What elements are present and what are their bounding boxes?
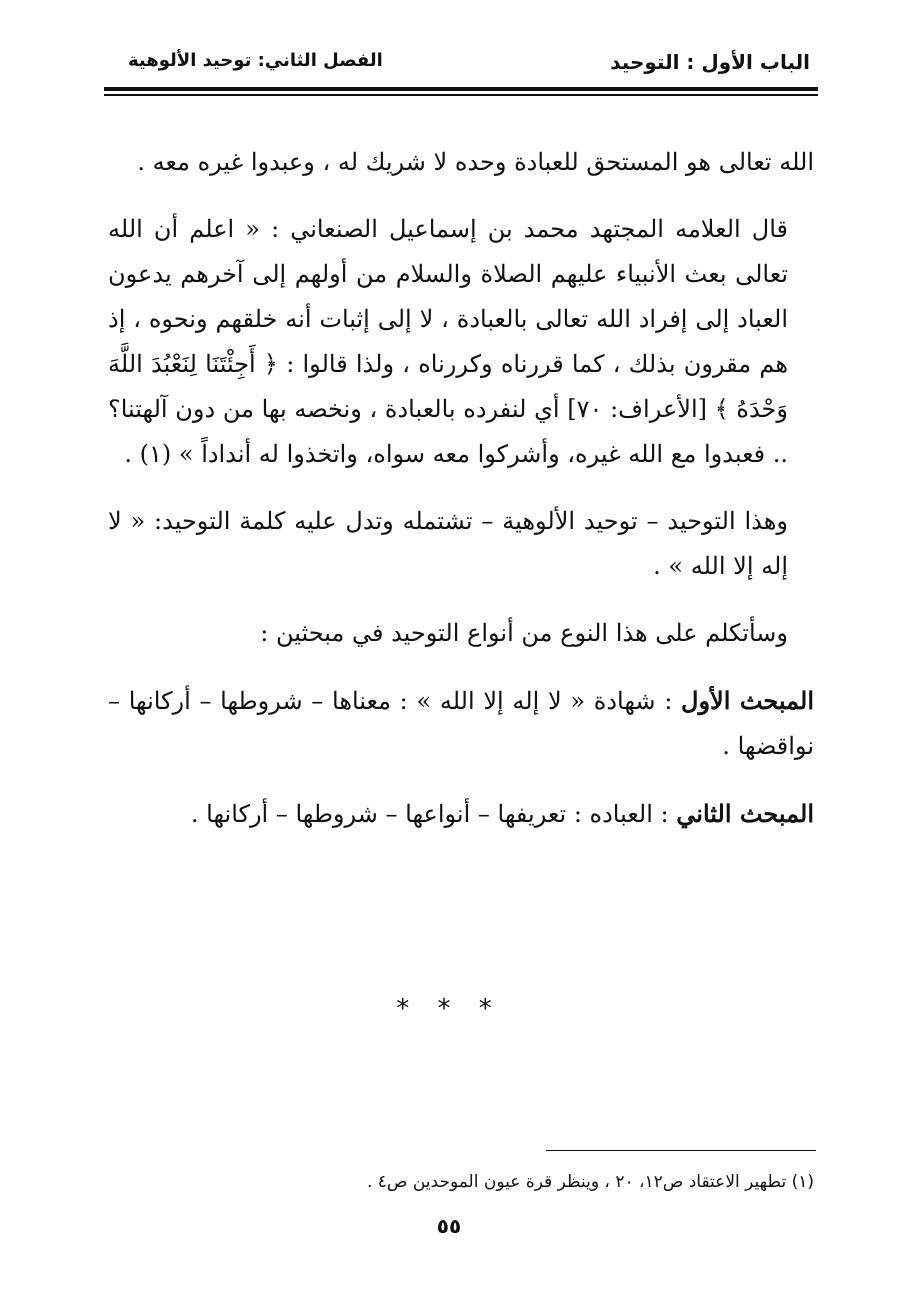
first-topic-label: المبحث الأول (681, 686, 814, 715)
header-rule-thick (104, 87, 818, 91)
section-separator: * * * (396, 994, 502, 1024)
paragraph-quote: قال العلامه المجتهد محمد بن إسماعيل الصنعاني : « اعلم أن الله تعالى بعث الأنبياء عليهم الصلاة والسلام من أولهم إلى آخرهم يدعون العباد إلى إفراد الله تعالى بالعبادة ، لا إلى إثبات أنه خلقهم ونحوه ، إذ هم مقرون بذلك ، كما قررناه وكررناه ، ولذا قالوا : ﴿ أَجِئْتَنَا لِنَعْبُدَ اللَّهَ وَحْدَهُ ﴾ [الأعراف: ٧٠] أي لنفرده بالعبادة ، ونخصه بها من دون آلهتنا؟ .. فعبدوا مع الله غيره، وأشركوا معه سواه، واتخذوا له أنداداً » (١) . (108, 215, 788, 468)
running-header (104, 44, 816, 84)
section-title: الفصل الثاني: توحيد الألوهية (128, 50, 383, 71)
second-topic-label: المبحث الثاني (676, 799, 814, 828)
paragraph-second-topic (108, 791, 814, 837)
chapter-title: الباب الأول : التوحيد (610, 50, 810, 74)
page-number: ٥٥ (436, 1214, 462, 1238)
paragraph-1: الله تعالى هو المستحق للعبادة وحده لا شريك له ، وعبدوا غيره معه . (137, 148, 814, 176)
main-text (108, 140, 814, 837)
footnote: (١) تطهير الاعتقاد ص١٢، ٢٠ ، وينظر قرة عيون الموحدين ص٤ . (366, 1172, 814, 1192)
paragraph-first-topic (108, 678, 814, 769)
paragraph-4: وسأتكلم على هذا النوع من أنواع التوحيد في مبحثين : (260, 619, 788, 647)
header-rule-thin (104, 94, 818, 96)
first-topic-text: : شهادة « لا إله إلا الله » : معناها – شروطها – أركانها – نواقضها . (108, 687, 814, 760)
footnote-rule (546, 1150, 816, 1151)
paragraph-3: وهذا التوحيد – توحيد الألوهية – تشتمله وتدل عليه كلمة التوحيد: « لا إله إلا الله » . (108, 507, 788, 580)
second-topic-text: : العباده : تعريفها – أنواعها – شروطها – أركانها . (190, 800, 677, 828)
